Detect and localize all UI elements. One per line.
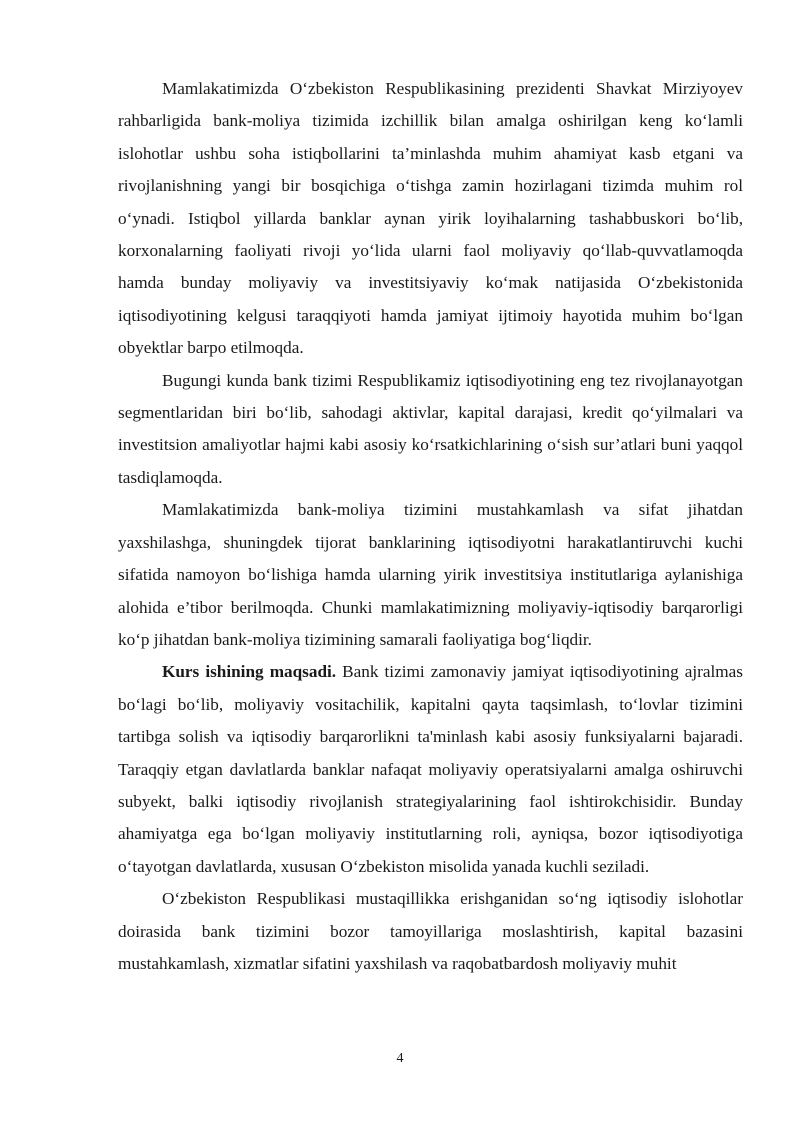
paragraph-3 [118, 494, 743, 656]
page-number: 4 [396, 1051, 404, 1066]
paragraph-4 [118, 656, 743, 883]
paragraph-5 [118, 883, 743, 980]
paragraph-3-text: Mamlakatimizda bank-moliya tizimini mustahkamlash va sifat jihatdan yaxshilashga, shuningdek tijorat banklarining iqtisodiyotni harakatlantiruvchi kuchi sifatida namoyon bo‘lishiga hamda ularning yirik investitsiya institutlariga aylanishiga alohida e’tibor berilmoqda. Chunki mamlakatimizning moliyaviy-iqtisodiy barqarorligi ko‘p jihatdan bank-moliya tizimining samarali faoliyatiga bog‘liqdir. [118, 500, 743, 649]
paragraph-1 [118, 73, 743, 365]
body-text [118, 73, 743, 980]
paragraph-2 [118, 365, 743, 495]
paragraph-4-text: Bank tizimi zamonaviy jamiyat iqtisodiyotining ajralmas bo‘lagi bo‘lib, moliyaviy vositachilik, kapitalni qayta taqsimlash, to‘lovlar tizimini tartibga solish va iqtisodiy barqarorlikni ta'minlash kabi asosiy funksiyalarni bajaradi. Taraqqiy etgan davlatlarda banklar nafaqat moliyaviy operatsiyalarni amalga oshiruvchi subyekt, balki iqtisodiy rivojlanish strategiyalarining faol ishtirokchisidir. Bunday ahamiyatga ega bo‘lgan moliyaviy institutlarning roli, ayniqsa, bozor iqtisodiyotiga o‘tayotgan davlatlarda, xususan O‘zbekiston misolida yanada kuchli seziladi. [118, 662, 743, 876]
paragraph-4-lead: Kurs ishining maqsadi. [162, 662, 337, 682]
paragraph-1-text: Mamlakatimizda O‘zbekiston Respublikasining prezidenti Shavkat Mirziyoyev rahbarligida bank-moliya tizimida izchillik bilan amalga oshirilgan keng ko‘lamli islohotlar ushbu soha istiqbollarini ta’minlashda muhim ahamiyat kasb etgani va rivojlanishning yangi bir bosqichiga o‘tishga zamin hozirlagani tizimda muhim rol o‘ynadi. Istiqbol yillarda banklar aynan yirik loyihalarning tashabbuskori bo‘lib, korxonalarning faoliyati rivoji yo‘lida ularni faol moliyaviy qo‘llab-quvvatlamoqda hamda bunday moliyaviy va investitsiyaviy ko‘mak natijasida O‘zbekistonida iqtisodiyotining kelgusi taraqqiyoti hamda jamiyat ijtimoiy hayotida muhim bo‘lgan obyektlar barpo etilmoqda. [118, 79, 743, 358]
paragraph-2-text: Bugungi kunda bank tizimi Respublikamiz iqtisodiyotining eng tez rivojlanayotgan segmentlaridan biri bo‘lib, sahodagi aktivlar, kapital darajasi, kredit qo‘yilmalari va investitsion amaliyotlar hajmi kabi asosiy ko‘rsatkichlarining o‘sish sur’atlari buni yaqqol tasdiqlamoqda. [118, 370, 743, 487]
paragraph-5-text: O‘zbekiston Respublikasi mustaqillikka erishganidan so‘ng iqtisodiy islohotlar doirasida bank tizimini bozor tamoyillariga moslashtirish, kapital bazasini mustahkamlash, xizmatlar sifatini yaxshilash va raqobatbardosh moliyaviy muhit [118, 889, 743, 973]
